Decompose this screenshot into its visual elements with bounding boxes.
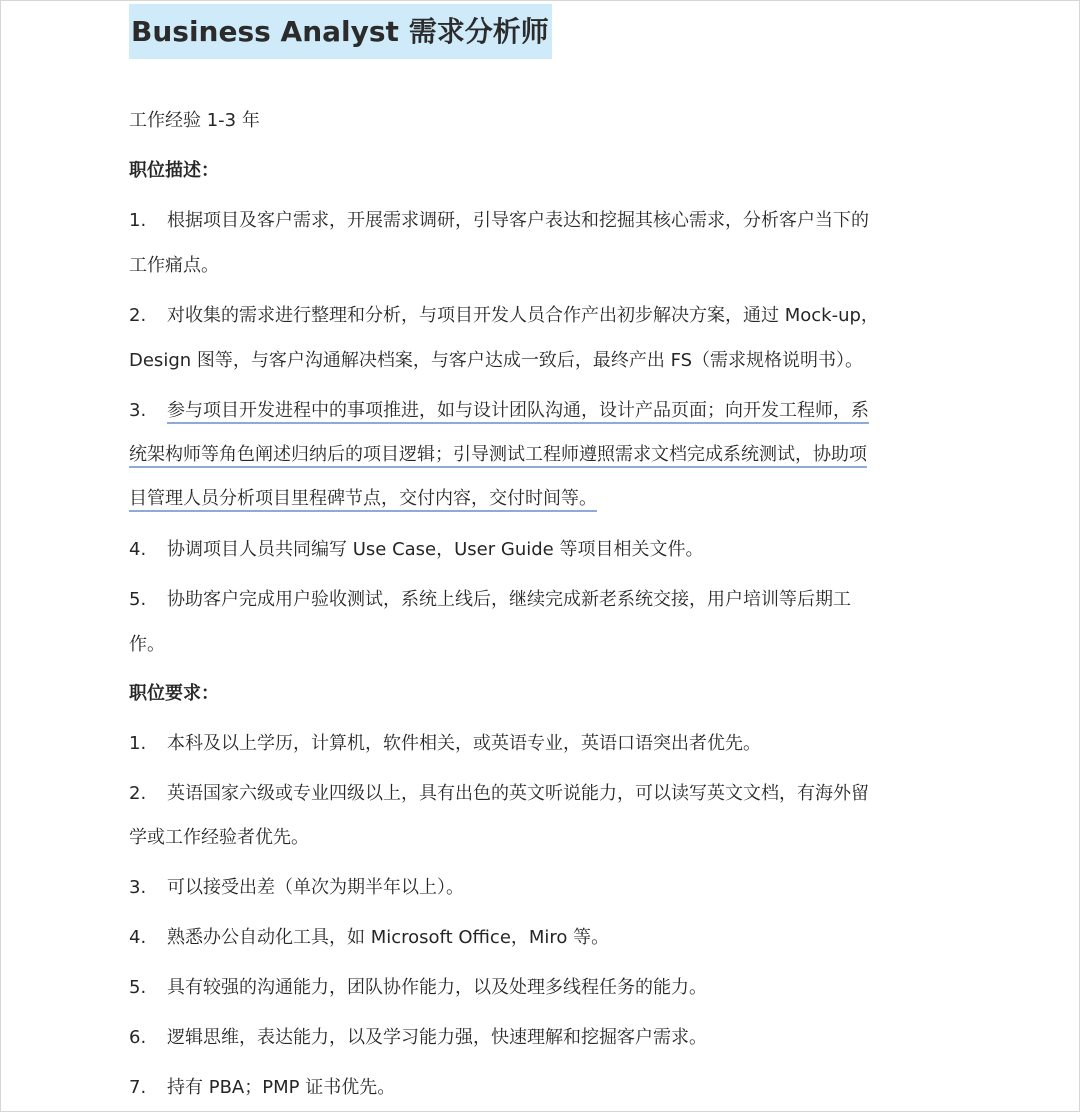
list-text: 熟悉办公自动化工具，如 Microsoft Office，Miro 等。 xyxy=(167,927,610,948)
list-item-continuation: 工作痛点。 xyxy=(129,255,219,276)
list-number: 5. xyxy=(129,977,147,998)
list-item-continuation: 学或工作经验者优先。 xyxy=(129,827,309,848)
list-number: 4. xyxy=(129,539,147,560)
list-item xyxy=(129,1076,395,1100)
list-text: 协调项目人员共同编写 Use Case，User Guide 等项目相关文件。 xyxy=(167,539,704,560)
list-item xyxy=(129,782,869,806)
list-item-continuation xyxy=(129,487,597,511)
list-number: 3. xyxy=(129,877,147,898)
list-text: 根据项目及客户需求，开展需求调研，引导客户表达和挖掘其核心需求，分析客户当下的 xyxy=(167,210,869,231)
list-text: 持有 PBA；PMP 证书优先。 xyxy=(167,1077,396,1098)
page-title: Business Analyst 需求分析师 xyxy=(129,4,552,59)
list-item xyxy=(129,876,464,900)
list-text: 逻辑思维，表达能力，以及学习能力强，快速理解和挖掘客户需求。 xyxy=(167,1027,707,1048)
description-heading: 职位描述： xyxy=(129,160,219,181)
list-number: 5. xyxy=(129,589,147,610)
list-item-continuation xyxy=(129,443,867,467)
list-item xyxy=(129,976,707,1000)
requirements-heading: 职位要求： xyxy=(129,683,219,704)
list-text: 英语国家六级或专业四级以上，具有出色的英文听说能力，可以读写英文文档，有海外留 xyxy=(167,783,869,804)
list-text-underlined: 统架构师等角色阐述归纳后的项目逻辑；引导测试工程师遵照需求文档完成系统测试，协助项 xyxy=(129,444,867,468)
list-item-continuation: Design 图等，与客户沟通解决档案，与客户达成一致后，最终产出 FS（需求规格说明书）。 xyxy=(129,350,864,371)
experience-text: 工作经验 1-3 年 xyxy=(129,110,260,131)
list-number: 6. xyxy=(129,1027,147,1048)
list-number: 3. xyxy=(129,400,147,421)
list-number: 2. xyxy=(129,783,147,804)
list-item xyxy=(129,588,851,612)
list-text-underlined: 参与项目开发进程中的事项推进，如与设计团队沟通，设计产品页面；向开发工程师，系 xyxy=(167,400,869,424)
list-number: 1. xyxy=(129,210,147,231)
list-item xyxy=(129,1026,707,1050)
list-text: 协助客户完成用户验收测试，系统上线后，继续完成新老系统交接，用户培训等后期工 xyxy=(167,589,851,610)
list-text: 本科及以上学历，计算机，软件相关，或英语专业，英语口语突出者优先。 xyxy=(167,733,761,754)
list-text: 可以接受出差（单次为期半年以上）。 xyxy=(167,877,464,898)
list-item xyxy=(129,399,869,423)
list-text: 具有较强的沟通能力，团队协作能力，以及处理多线程任务的能力。 xyxy=(167,977,707,998)
list-item xyxy=(129,732,761,756)
list-item-continuation: 作。 xyxy=(129,634,165,655)
list-number: 7. xyxy=(129,1077,147,1098)
list-item xyxy=(129,209,869,233)
list-number: 4. xyxy=(129,927,147,948)
list-text-underlined: 目管理人员分析项目里程碑节点，交付内容，交付时间等。 xyxy=(129,488,597,512)
list-item xyxy=(129,538,703,562)
list-number: 1. xyxy=(129,733,147,754)
list-number: 2. xyxy=(129,305,147,326)
list-item xyxy=(129,304,879,328)
list-item xyxy=(129,926,609,950)
list-text: 对收集的需求进行整理和分析，与项目开发人员合作产出初步解决方案，通过 Mock-up， xyxy=(167,305,879,326)
